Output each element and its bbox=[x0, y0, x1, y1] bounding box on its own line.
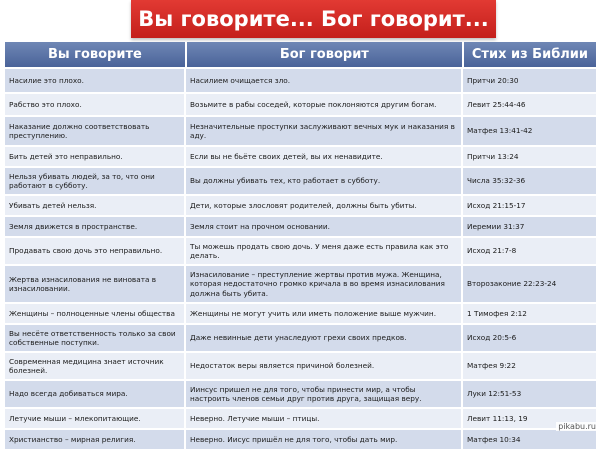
cell-god-says: Неверно. Иисус пришёл не для того, чтобы дать мир. bbox=[186, 430, 463, 449]
cell-god-says: Иинсус пришел не для того, чтобы принести мир, а чтобы настроить членов семьи друг против друга, защищая веру. bbox=[186, 381, 463, 407]
cell-god-says: Даже невинные дети унаследуют грехи своих предков. bbox=[186, 325, 463, 351]
table-row bbox=[5, 407, 596, 428]
cell-you-say: Убивать детей нельзя. bbox=[5, 196, 186, 215]
cell-you-say: Летучие мыши – млекопитающие. bbox=[5, 409, 186, 428]
cell-god-says: Женщины не могут учить или иметь положение выше мужчин. bbox=[186, 304, 463, 323]
table-row bbox=[5, 302, 596, 323]
table-row bbox=[5, 145, 596, 166]
cell-you-say: Жертва изнасилования не виновата в изнасиловании. bbox=[5, 266, 186, 302]
cell-god-says: Дети, которые злословят родителей, должны быть убиты. bbox=[186, 196, 463, 215]
table-row bbox=[5, 323, 596, 351]
cell-you-say: Наказание должно соответствовать преступлению. bbox=[5, 117, 186, 145]
header-bible-verse: Стих из Библии bbox=[471, 47, 589, 62]
cell-bible-verse: Исход 20:5-6 bbox=[467, 333, 517, 343]
cell-god-says: Неверно. Летучие мыши – птицы. bbox=[186, 409, 463, 428]
cell-bible-verse: Исход 21:15-17 bbox=[467, 200, 526, 210]
cell-god-says: Вы должны убивать тех, кто работает в субботу. bbox=[186, 168, 463, 194]
header-god-says: Бог говорит bbox=[187, 42, 464, 67]
table-row bbox=[5, 215, 596, 236]
cell-bible-verse: Левит 11:13, 19 bbox=[467, 413, 528, 423]
cell-bible-verse: Второзаконие 22:23-24 bbox=[467, 279, 557, 289]
cell-bible-verse: Числа 35:32-36 bbox=[467, 176, 526, 186]
cell-god-says: Если вы не бьёте своих детей, вы их ненавидите. bbox=[186, 147, 463, 166]
cell-god-says: Возьмите в рабы соседей, которые поклоняются другим богам. bbox=[186, 94, 463, 115]
cell-bible-verse: Иеремии 31:37 bbox=[467, 221, 525, 231]
cell-bible-verse: Луки 12:51-53 bbox=[467, 389, 522, 399]
table-row bbox=[5, 115, 596, 145]
cell-god-says: Незначительные проступки заслуживают вечных мук и наказания в аду. bbox=[186, 117, 463, 145]
cell-you-say: Насилие это плохо. bbox=[5, 69, 186, 92]
cell-you-say: Земля движется в пространстве. bbox=[5, 217, 186, 236]
cell-god-says: Земля стоит на прочном основании. bbox=[186, 217, 463, 236]
cell-you-say: Продавать свою дочь это неправильно. bbox=[5, 238, 186, 264]
header-you-say: Вы говорите bbox=[5, 42, 187, 67]
table-row bbox=[5, 428, 596, 449]
table-row bbox=[5, 351, 596, 379]
table-row bbox=[5, 67, 596, 92]
table-row bbox=[5, 194, 596, 215]
cell-you-say: Рабство это плохо. bbox=[5, 94, 186, 115]
cell-bible-verse: Левит 25:44-46 bbox=[467, 99, 526, 109]
cell-god-says: Ты можешь продать свою дочь. У меня даже есть правила как это делать. bbox=[186, 238, 463, 264]
cell-you-say: Христианство – мирная религия. bbox=[5, 430, 186, 449]
table-row bbox=[5, 166, 596, 194]
cell-you-say: Вы несёте ответственность только за свои собственные поступки. bbox=[5, 325, 186, 351]
table-row bbox=[5, 379, 596, 407]
table-row bbox=[5, 92, 596, 115]
cell-god-says: Недостаток веры является причиной болезней. bbox=[186, 353, 463, 379]
cell-you-say: Женщины – полноценные члены общества bbox=[5, 304, 186, 323]
cell-god-says: Насилием очищается зло. bbox=[186, 69, 463, 92]
cell-bible-verse: Притчи 13:24 bbox=[467, 151, 519, 161]
cell-you-say: Современная медицина знает источник болезней. bbox=[5, 353, 186, 379]
cell-bible-verse: Матфея 9:22 bbox=[467, 361, 516, 371]
table-row bbox=[5, 264, 596, 302]
table-row bbox=[5, 236, 596, 264]
watermark: pikabu.ru bbox=[558, 422, 596, 431]
cell-you-say: Нельзя убивать людей, за то, что они работают в субботу. bbox=[5, 168, 186, 194]
cell-god-says: Изнасилование – преступление жертвы против мужа. Женщина, которая недостаточно громко кричала в во время изнасилования должна быть убита. bbox=[186, 266, 463, 302]
cell-bible-verse: Матфея 10:34 bbox=[467, 434, 521, 444]
cell-bible-verse: 1 Тимофея 2:12 bbox=[467, 308, 527, 318]
comparison-table bbox=[5, 42, 596, 449]
cell-bible-verse: Матфея 13:41-42 bbox=[467, 126, 533, 136]
table-header bbox=[5, 42, 596, 67]
cell-you-say: Бить детей это неправильно. bbox=[5, 147, 186, 166]
cell-bible-verse: Исход 21:7-8 bbox=[467, 246, 517, 256]
page-title: Вы говорите... Бог говорит... bbox=[131, 0, 496, 38]
cell-bible-verse: Притчи 20:30 bbox=[467, 75, 519, 85]
cell-you-say: Надо всегда добиваться мира. bbox=[5, 381, 186, 407]
